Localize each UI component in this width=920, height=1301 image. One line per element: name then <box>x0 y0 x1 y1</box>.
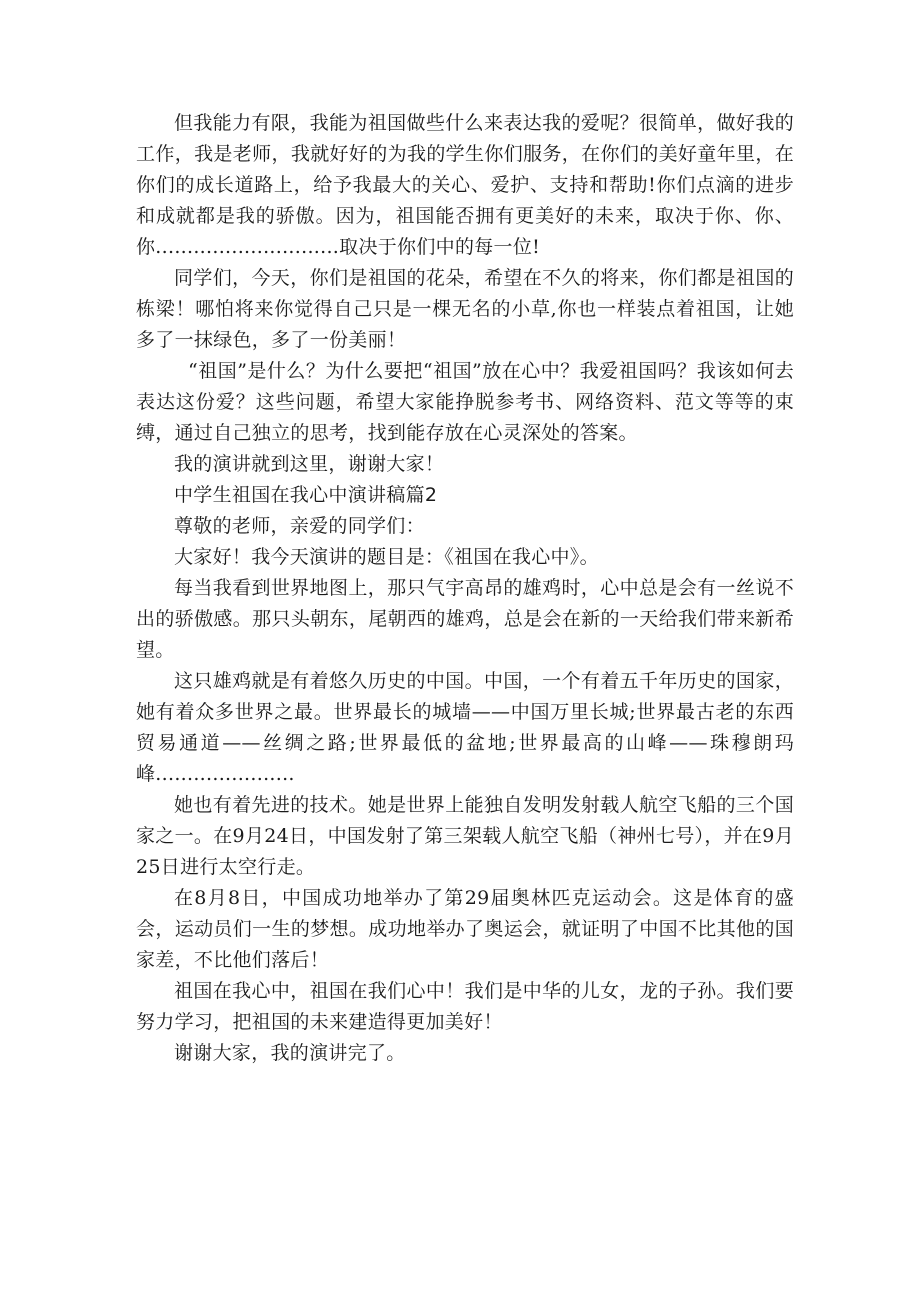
paragraph-ability: 但我能力有限，我能为祖国做些什么来表达我的爱呢？很简单，做好我的工作，我是老师，我就好好的为我的学生你们服务，在你们的美好童年里，在你们的成长道路上，给予我最大的关心、爱护、支持和帮助!你们点滴的进步和成就都是我的骄傲。因为，祖国能否拥有更美好的未来，取决于你、你、你.............................取决于你们中的每一位! <box>136 112 794 258</box>
paragraph-technology: 她也有着先进的技术。她是世界上能独自发明发射载人航空飞船的三个国家之一。在9月24日，中国发射了第三架载人航空飞船（神州七号），并在9月25日进行太空行走。 <box>136 794 794 878</box>
paragraph-history: 这只雄鸡就是有着悠久历史的中国。中国，一个有着五千年历史的国家，她有着众多世界之最。世界最长的城墙——中国万里长城;世界最古老的东西贸易通道——丝绸之路;世界最低的盆地;世界最高的山峰——珠穆朗玛峰...................... <box>136 670 794 785</box>
paragraph-rooster: 每当我看到世界地图上，那只气宇高昂的雄鸡时，心中总是会有一丝说不出的骄傲感。那只头朝东，尾朝西的雄鸡，总是会在新的一天给我们带来新希望。 <box>136 577 794 661</box>
paragraph-end: 谢谢大家，我的演讲完了。 <box>174 1042 406 1064</box>
paragraph-greeting: 大家好！我今天演讲的题目是：《祖国在我心中》。 <box>174 546 599 568</box>
paragraph-salutation: 尊敬的老师，亲爱的同学们： <box>174 515 425 537</box>
paragraph-questions: “祖国”是什么？为什么要把“祖国”放在心中？我爱祖国吗？我该如何去表达这份爱？这些问题，希望大家能挣脱参考书、网络资料、范文等等的束缚，通过自己独立的思考，找到能存放在心灵深处的答案。 <box>136 360 794 444</box>
document-page <box>136 108 794 1069</box>
section-heading: 中学生祖国在我心中演讲稿篇2 <box>174 484 438 506</box>
paragraph-students: 同学们，今天，你们是祖国的花朵，希望在不久的将来，你们都是祖国的栋梁！哪怕将来你觉得自己只是一棵无名的小草,你也一样装点着祖国，让她多了一抹绿色，多了一份美丽！ <box>136 267 794 351</box>
paragraph-motherland: 祖国在我心中，祖国在我们心中！我们是中华的儿女，龙的子孙。我们要努力学习，把祖国的未来建造得更加美好！ <box>136 980 794 1033</box>
paragraph-closing-thanks: 我的演讲就到这里，谢谢大家！ <box>174 453 445 475</box>
paragraph-olympics: 在8月8日，中国成功地举办了第29届奥林匹克运动会。这是体育的盛会，运动员们一生的梦想。成功地举办了奥运会，就证明了中国不比其他的国家差，不比他们落后！ <box>136 887 794 971</box>
